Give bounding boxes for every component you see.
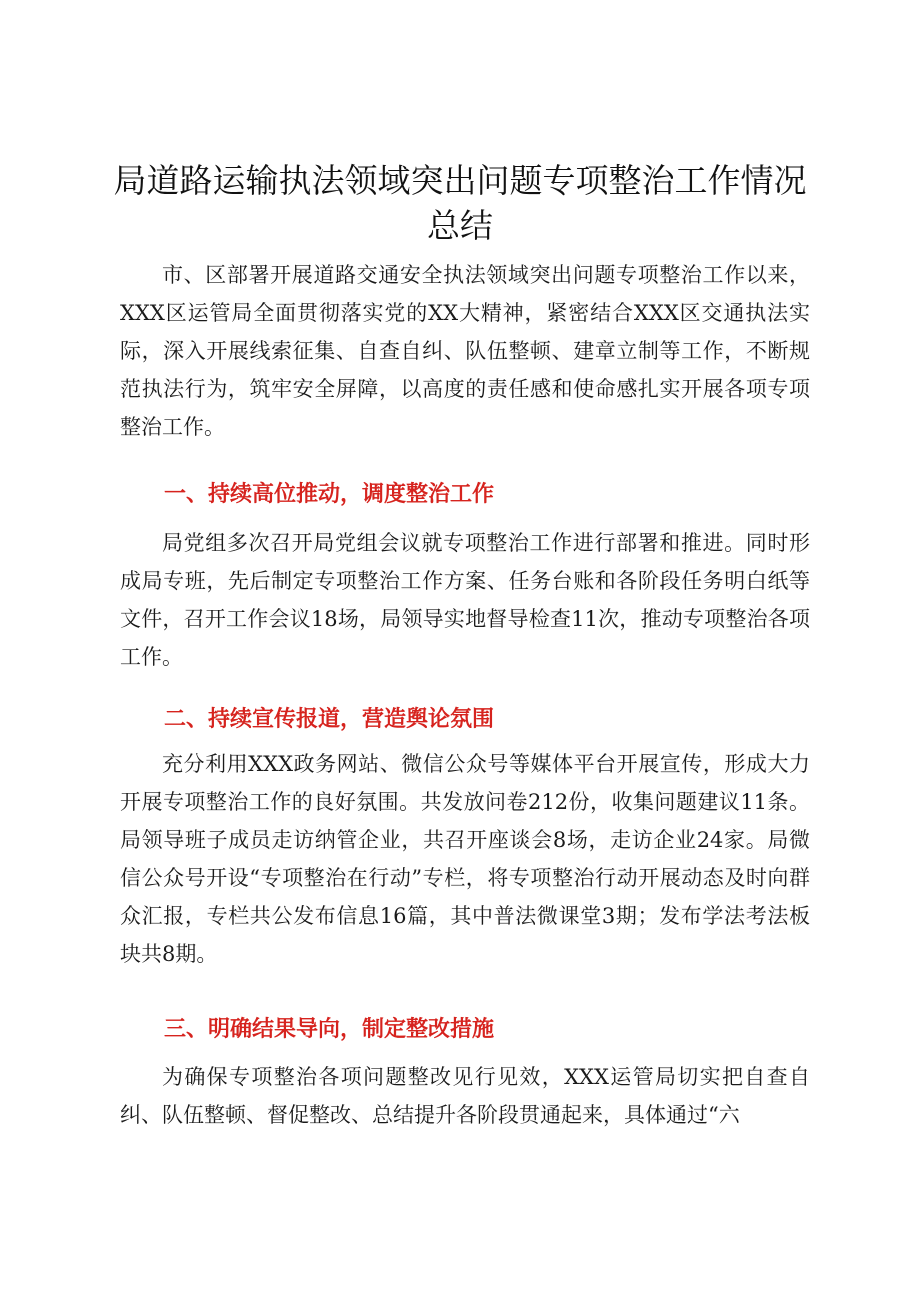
document-title: 局道路运输执法领域突出问题专项整治工作情况总结 bbox=[113, 161, 807, 245]
section-heading-1: 一、持续高位推动，调度整治工作 bbox=[164, 482, 495, 507]
section-2-paragraph: 充分利用XXX政务网站、微信公众号等媒体平台开展宣传，形成大力开展专项整治工作的良好氛围。共发放问卷212份，收集问题建议11条。局领导班子成员走访纳管企业，共召开座谈会8场，走访企业24家。局微信公众号开设“专项整治在行动”专栏，将专项整治行动开展动态及时向群众汇报，专栏共公发布信息16篇，其中普法微课堂3期；发布学法考法板块共8期。 bbox=[120, 752, 810, 966]
section-1-paragraph: 局党组多次召开局党组会议就专项整治工作进行部署和推进。同时形成局专班，先后制定专项整治工作方案、任务台账和各阶段任务明白纸等文件，召开工作会议18场，局领导实地督导检查11次，推动专项整治各项工作。 bbox=[120, 531, 810, 669]
section-heading-3: 三、明确结果导向，制定整改措施 bbox=[164, 1017, 495, 1042]
section-heading-2: 二、持续宣传报道，营造舆论氛围 bbox=[164, 707, 495, 732]
section-3-paragraph: 为确保专项整治各项问题整改见行见效，XXX运管局切实把自查自纠、队伍整顿、督促整改、总结提升各阶段贯通起来，具体通过“六 bbox=[120, 1065, 810, 1127]
intro-paragraph: 市、区部署开展道路交通安全执法领域突出问题专项整治工作以来，XXX区运管局全面贯彻落实党的XX大精神，紧密结合XXX区交通执法实际，深入开展线索征集、自查自纠、队伍整顿、建章立制等工作，不断规范执法行为，筑牢安全屏障，以高度的责任感和使命感扎实开展各项专项整治工作。 bbox=[120, 263, 810, 439]
